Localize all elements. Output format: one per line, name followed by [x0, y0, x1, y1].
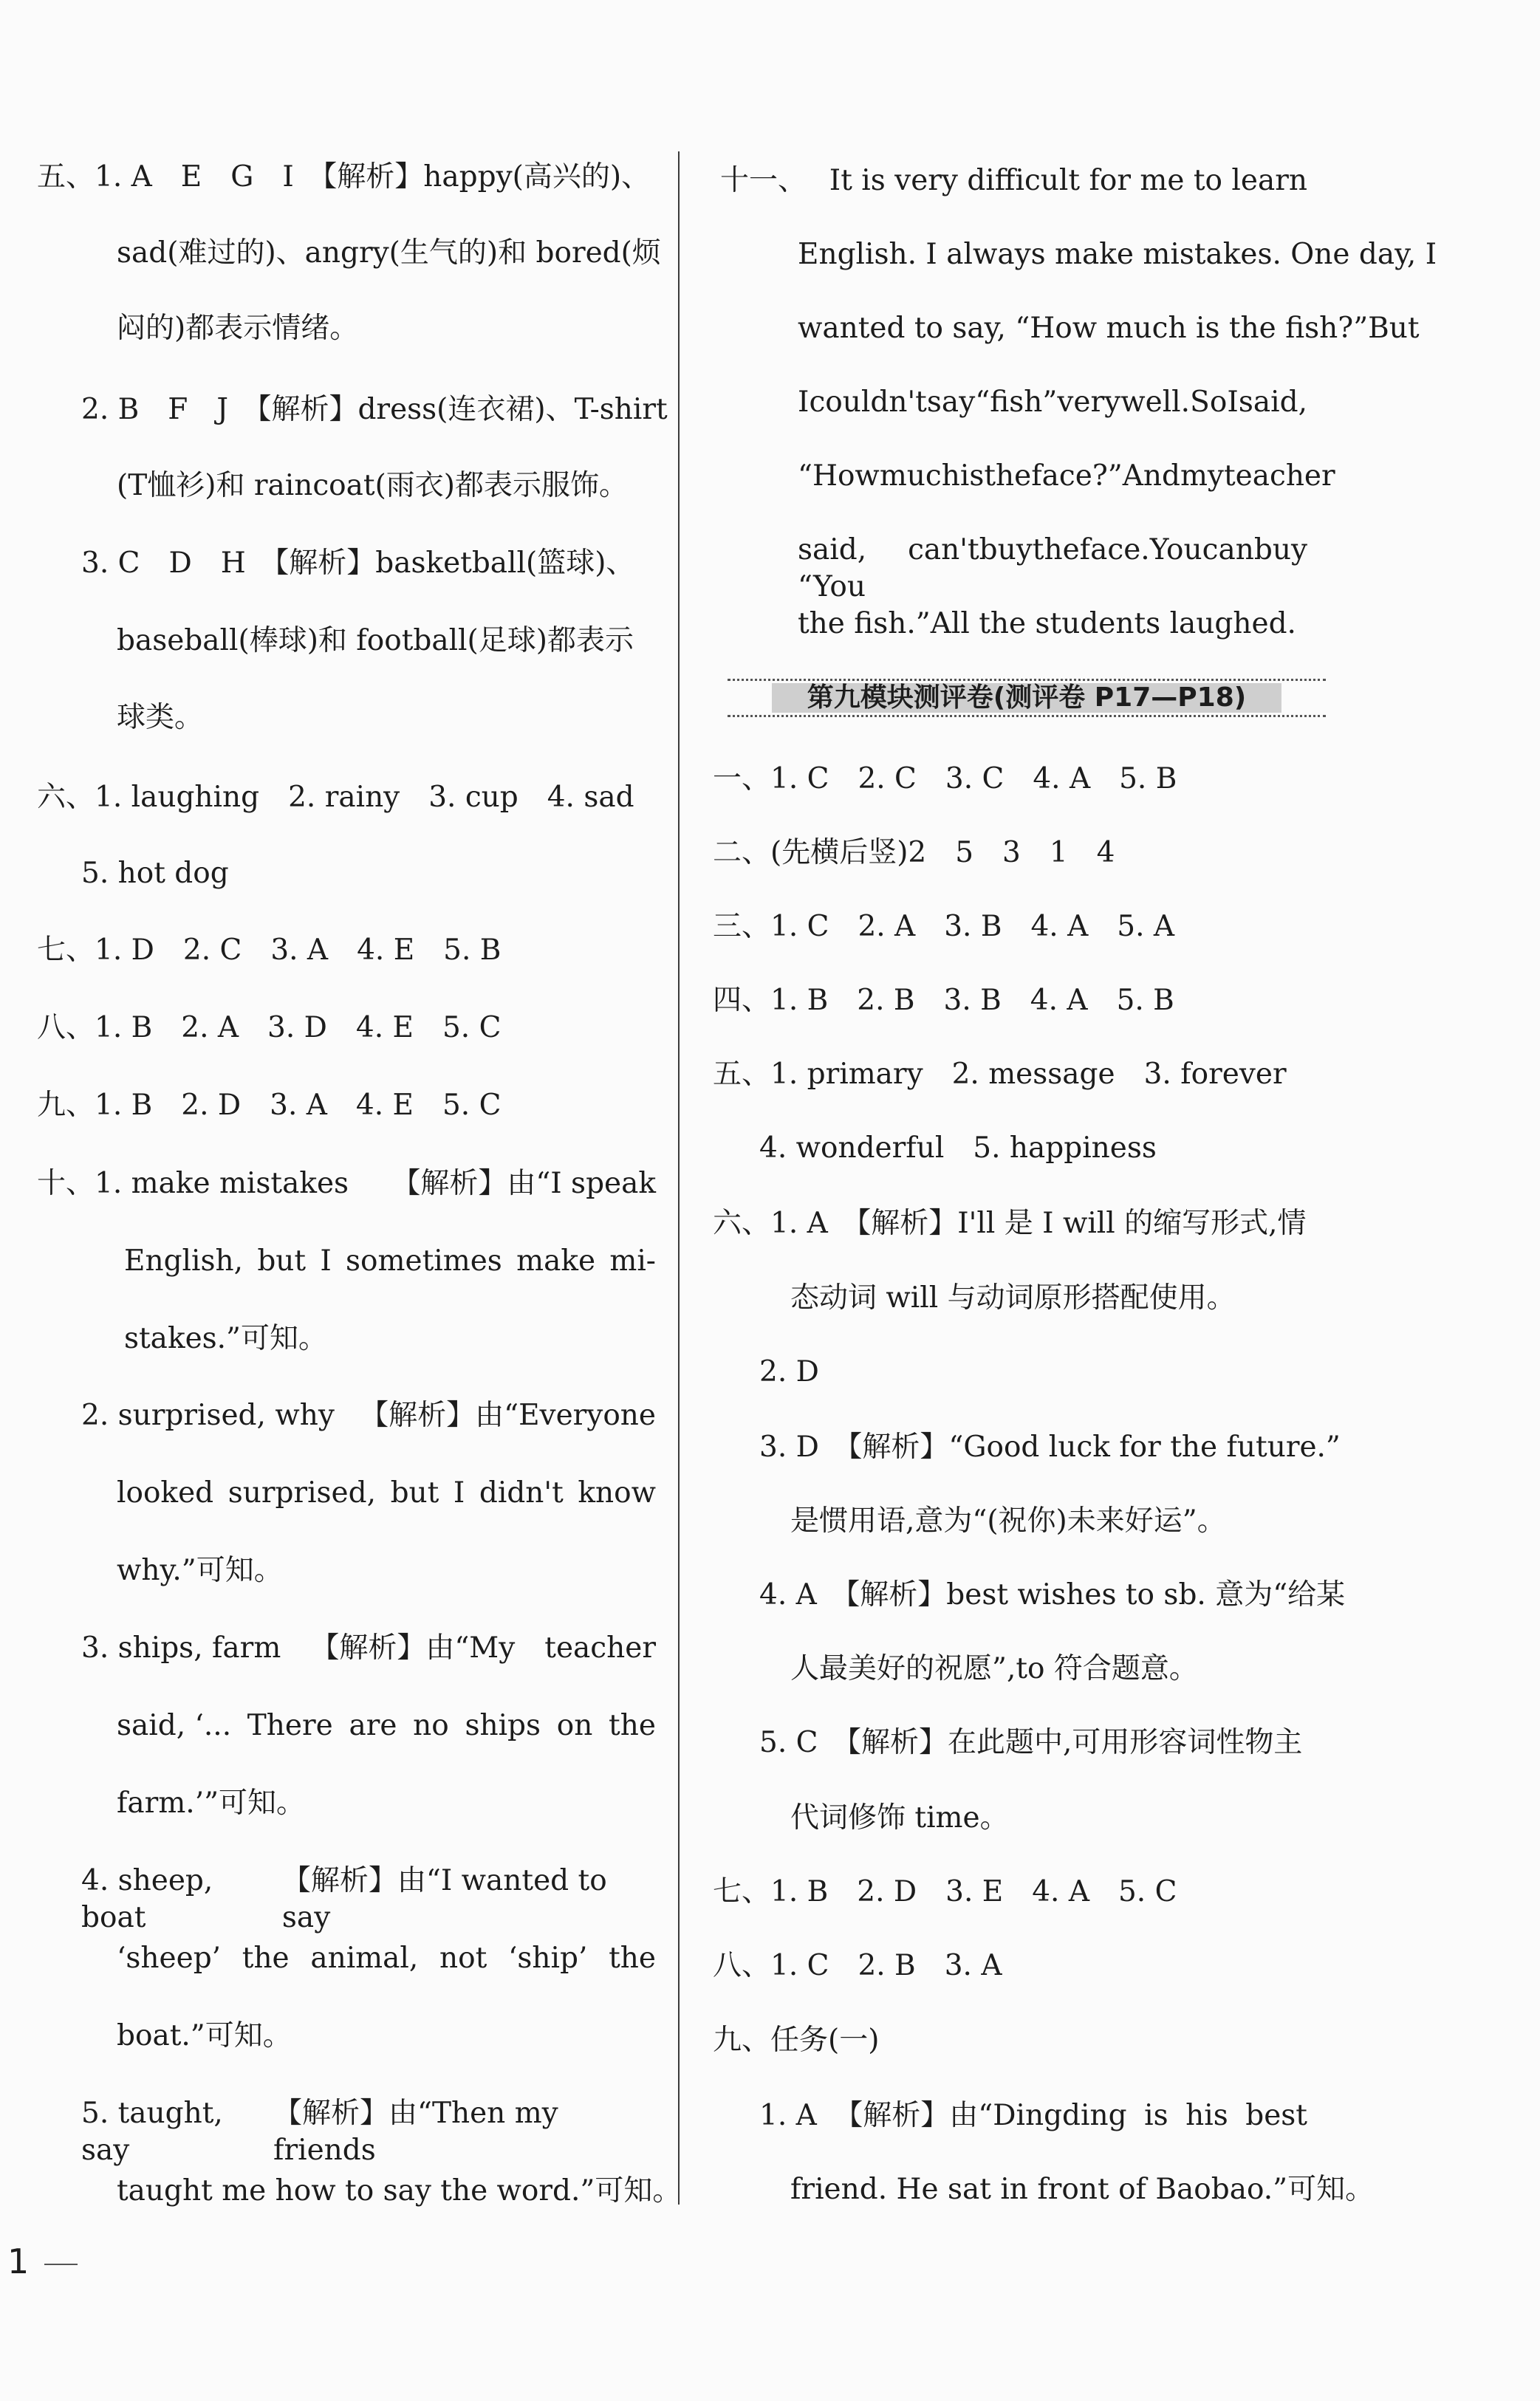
answer-line: looked surprised, but I didn't know	[117, 1476, 656, 1510]
passage-line: said, “You can't buy the face. You can buy	[798, 533, 1307, 603]
answer-line: 5. taught, say 【解析】由“Then my friends	[81, 2097, 558, 2167]
answer-line: boat.”可知。	[117, 2019, 292, 2052]
answer-line: 2. D	[759, 1355, 819, 1388]
passage-line: wanted to say, “How much is the fish?”But	[798, 312, 1420, 345]
answer-line: 4. sheep, boat 【解析】由“I wanted to say	[81, 1864, 607, 1934]
answer-line: 闷的)都表示情绪。	[117, 312, 359, 345]
dotted-rule-top	[728, 679, 1326, 681]
answer-line: 八、1. C 2. B 3. A	[713, 1949, 1002, 1982]
answer-line: 3. C D H 【解析】basketball(篮球)、	[81, 547, 635, 580]
answer-line: farm.’”可知。	[117, 1787, 306, 1820]
answer-line: 2. surprised, why 【解析】由“Everyone	[81, 1399, 656, 1432]
section-header	[728, 676, 1326, 720]
answer-line: 二、(先横后竖)2 5 3 1 4	[713, 836, 1115, 869]
answer-line: 5. C 【解析】在此题中,可用形容词性物主	[759, 1726, 1303, 1759]
answer-line: 人最美好的祝愿”,to 符合题意。	[790, 1652, 1198, 1685]
answer-line: 三、1. C 2. A 3. B 4. A 5. A	[713, 910, 1175, 943]
answer-line: 2. B F J 【解析】dress(连衣裙)、T-shirt	[81, 393, 668, 426]
answer-line: 4. wonderful 5. happiness	[759, 1131, 1157, 1165]
answer-line: 态动词 will 与动词原形搭配使用。	[790, 1281, 1236, 1315]
answer-line: 七、1. D 2. C 3. A 4. E 5. B	[37, 934, 502, 967]
answer-line: 5. hot dog	[81, 857, 229, 890]
answer-line: 六、1. A 【解析】I'll 是 I will 的缩写形式,情	[713, 1207, 1307, 1240]
passage-line: I couldn't say “fish” very well. So I said,	[798, 386, 1307, 419]
answer-line: 六、1. laughing 2. rainy 3. cup 4. sad	[37, 781, 634, 814]
answer-line: said, ‘... There are no ships on the	[117, 1709, 656, 1742]
answer-line: friend. He sat in front of Baobao.”可知。	[790, 2173, 1375, 2206]
page-number-rule	[44, 2264, 78, 2265]
answer-line: 十、1. make mistakes 【解析】由“I speak	[37, 1167, 656, 1200]
answer-line: why.”可知。	[117, 1554, 283, 1587]
section-title: 第九模块测评卷(测评卷 P17—P18)	[772, 683, 1281, 713]
answer-line: 四、1. B 2. B 3. B 4. A 5. B	[713, 984, 1174, 1017]
answer-line: 代词修饰 time。	[790, 1801, 1009, 1835]
answer-line: sad(难过的)、angry(生气的)和 bored(烦	[117, 236, 661, 270]
answer-line: 十一、 It is very difficult for me to learn	[720, 164, 1307, 197]
answer-line: 八、1. B 2. A 3. D 4. E 5. C	[37, 1011, 502, 1044]
passage-line: the fish.”All the students laughed.	[798, 607, 1296, 640]
answer-line: 3. ships, farm 【解析】由“My teacher	[81, 1631, 656, 1665]
page-number: 1	[7, 2241, 30, 2281]
passage-line: “How much is the face?”And my teacher	[798, 459, 1335, 493]
passage-line: English. I always make mistakes. One day, I	[798, 238, 1437, 271]
answer-line: English, but I sometimes make mi-	[124, 1244, 656, 1278]
answer-line: 4. A 【解析】best wishes to sb. 意为“给某	[759, 1578, 1346, 1611]
dotted-rule-bottom	[728, 715, 1326, 717]
answer-line: 是惯用语,意为“(祝你)未来好运”。	[790, 1504, 1226, 1538]
answer-line: 七、1. B 2. D 3. E 4. A 5. C	[713, 1875, 1177, 1908]
answer-line: 一、1. C 2. C 3. C 4. A 5. B	[713, 762, 1177, 795]
answer-line: 九、任务(一)	[713, 2024, 880, 2057]
answer-line: 五、1. A E G I 【解析】happy(高兴的)、	[37, 160, 651, 193]
answer-line: 球类。	[117, 701, 204, 734]
answer-line: ‘sheep’ the animal, not ‘ship’ the	[117, 1942, 656, 1975]
answer-line: stakes.”可知。	[124, 1322, 327, 1355]
answer-line: (T恤衫)和 raincoat(雨衣)都表示服饰。	[117, 469, 629, 502]
column-divider	[678, 151, 680, 2205]
answer-line: baseball(棒球)和 football(足球)都表示	[117, 624, 634, 657]
answer-line: 3. D 【解析】“Good luck for the future.”	[759, 1431, 1341, 1464]
answer-line: 五、1. primary 2. message 3. forever	[713, 1058, 1287, 1091]
answer-line: taught me how to say the word.”可知。	[117, 2174, 682, 2208]
answer-line: 1. A 【解析】由“Dingding is his best	[759, 2099, 1307, 2132]
answer-line: 九、1. B 2. D 3. A 4. E 5. C	[37, 1089, 502, 1122]
